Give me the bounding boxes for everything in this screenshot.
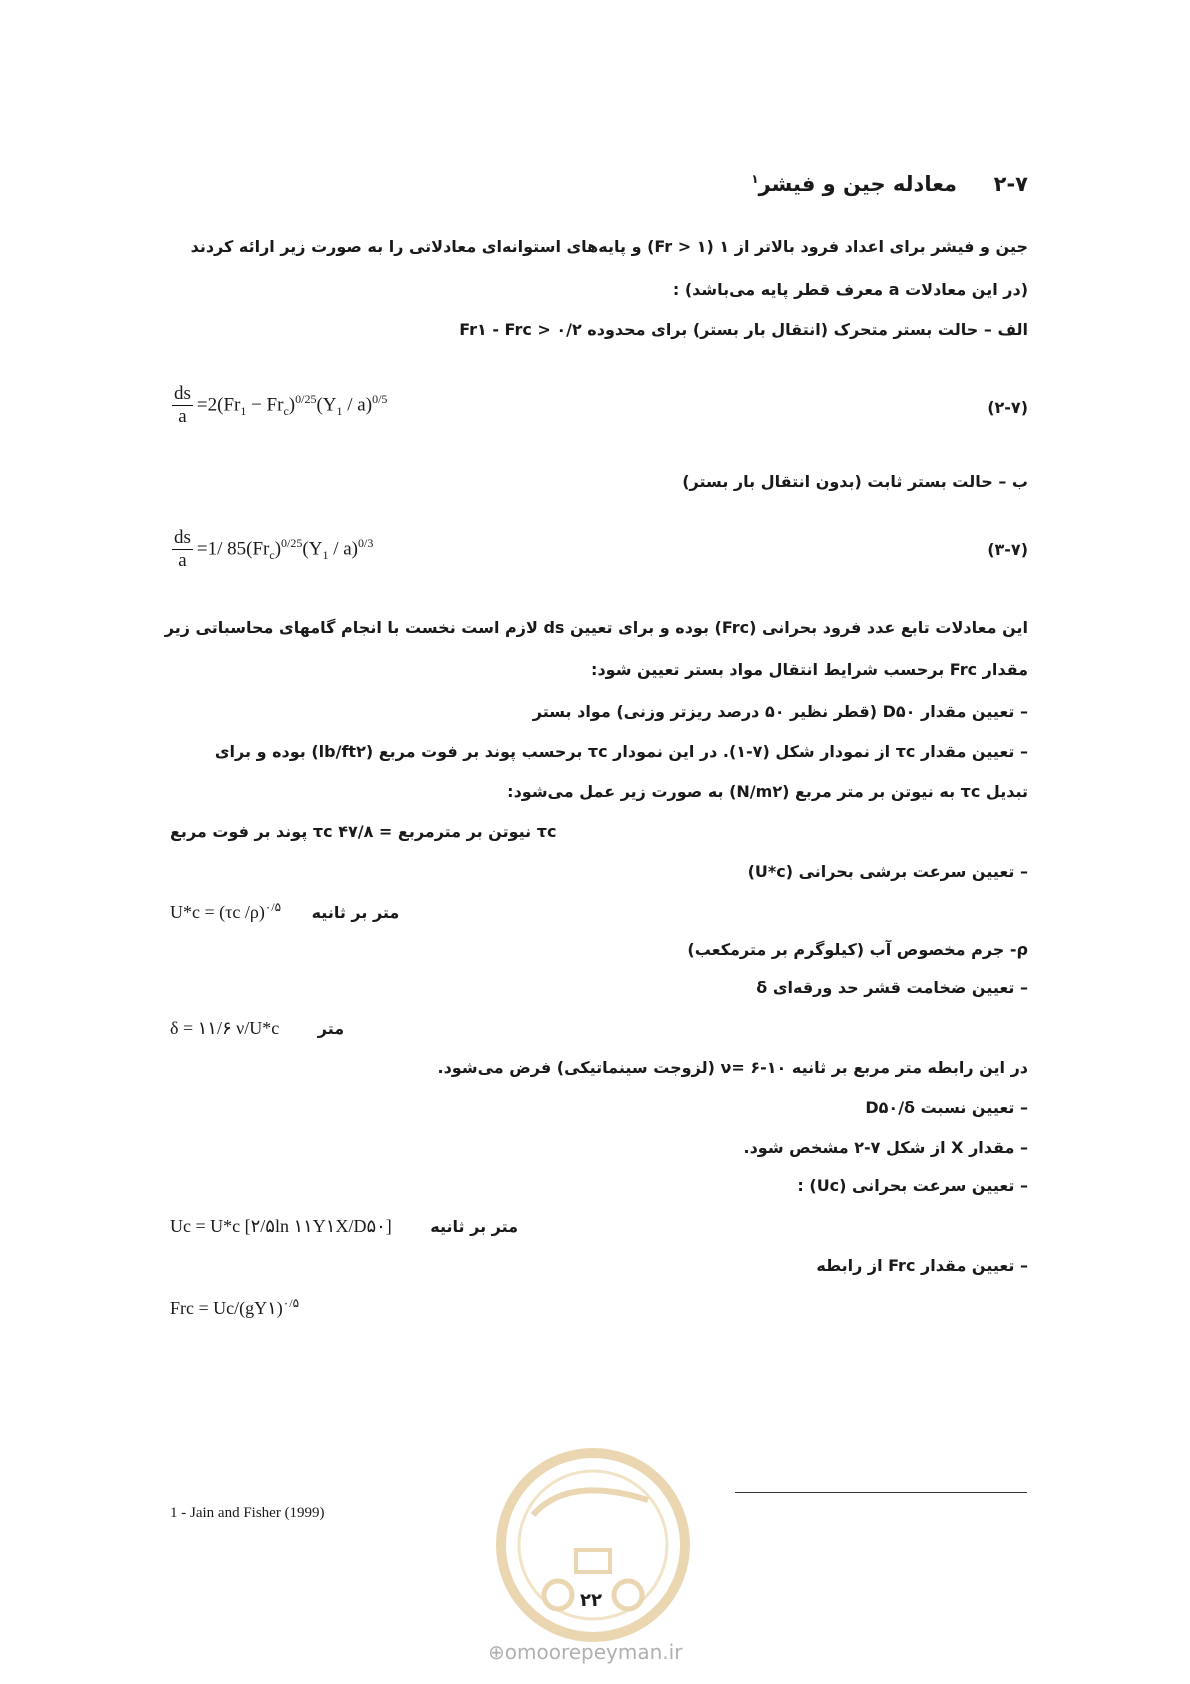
- footnote-rule: [735, 1492, 1027, 1493]
- eq2-fraction: [172, 527, 193, 572]
- eq2-rhs: =1/ $85(Fr_c)^{0/25}(Y_1 / a)^{0/3}$: [196, 535, 374, 563]
- para2-line1: این معادلات تابع عدد فرود بحرانی (Frc) بوده و برای تعیین ds لازم است نخست با انجام گامهای محاسباتی زیر: [164, 618, 1028, 637]
- equation-2-7: [172, 383, 387, 428]
- section-heading: [751, 172, 1028, 196]
- step-d50: – تعیین مقدار D۵۰ (قطر نظیر ۵۰ درصد ریزتر وزنی) مواد بستر: [532, 702, 1028, 721]
- eq1-fraction: [172, 383, 193, 428]
- step-ratio: – تعیین نسبت D۵۰/δ: [865, 1098, 1028, 1117]
- step-tau-line1: – تعیین مقدار τc از نمودار شکل (۷-۱). در این نمودار τc برحسب پوند بر فوت مربع (lb/ft۲) بوده و برای: [214, 742, 1028, 761]
- step-frc: – تعیین مقدار Frc از رابطه: [816, 1256, 1028, 1275]
- frc-exponent: ۰/۵: [282, 1296, 300, 1310]
- eq1-denominator: a: [178, 406, 187, 427]
- eq2-numerator: ds: [174, 527, 191, 548]
- ustar-exponent: ۰/۵: [264, 900, 282, 914]
- case-a-line: الف – حالت بستر متحرک (انتقال بار بستر) برای محدوده Fr۱ - Frc > ۰/۲: [459, 320, 1028, 339]
- globe-icon: ⊕: [488, 1640, 505, 1664]
- frc-expression: Frc = Uc/(gY۱): [170, 1298, 283, 1318]
- equation-3-7: [172, 527, 373, 572]
- ustar-unit: متر بر ثانیه: [311, 903, 400, 922]
- para1-line2: (در این معادلات a معرف قطر پایه می‌باشد) :: [672, 280, 1028, 299]
- section-title: معادله جین و فیشر: [758, 172, 958, 196]
- ustar-expression: U*c = (τc /ρ): [170, 902, 265, 922]
- step-delta: – تعیین ضخامت قشر حد ورقه‌ای δ: [756, 978, 1028, 997]
- para2-line2: مقدار Frc برحسب شرایط انتقال مواد بستر تعیین شود:: [591, 660, 1028, 679]
- step-uc: – تعیین سرعت بحرانی (Uc) :: [797, 1176, 1028, 1195]
- rho-definition: ρ- جرم مخصوص آب (کیلوگرم بر مترمکعب): [687, 940, 1028, 959]
- uc-unit: متر بر ثانیه: [430, 1217, 519, 1236]
- step-x: – مقدار X از شکل ۷-۲ مشخص شود.: [743, 1138, 1028, 1157]
- frc-formula: [170, 1296, 299, 1319]
- page-number: ۲۲: [580, 1590, 602, 1611]
- tau-conversion: τc نیوتن بر مترمربع = ۴۷/۸ τc پوند بر فوت مربع: [170, 822, 557, 841]
- eq1-rhs: $=2(Fr_1 - Fr_c)^{0/25}(Y_1 / a)^{0/5}$: [196, 391, 388, 419]
- delta-expression: δ = ۱۱/۶ ν/U*c: [170, 1018, 280, 1038]
- para1-line1: جین و فیشر برای اعداد فرود بالاتر از ۱ (Fr > ۱) و پایه‌های استوانه‌ای معادلاتی را به صورت زیر ارائه کردند: [190, 237, 1028, 256]
- footnote: 1 - Jain and Fisher (1999): [170, 1505, 325, 1521]
- delta-formula: [170, 1018, 344, 1039]
- eq2-label: (۳-۷): [987, 540, 1028, 559]
- section-number: ۲-۷: [993, 172, 1028, 196]
- ustar-formula: [170, 900, 399, 923]
- footnote-mark: ۱: [751, 172, 759, 186]
- watermark-logo: [488, 1445, 698, 1645]
- watermark-site-text: omoorepeyman.ir: [504, 1640, 683, 1664]
- delta-unit: متر: [317, 1019, 345, 1038]
- eq1-label: (۲-۷): [987, 398, 1028, 417]
- case-b-line: ب – حالت بستر ثابت (بدون انتقال بار بستر): [682, 472, 1028, 491]
- uc-expression: Uc = U*c [۲/۵ln ۱۱Y۱X/D۵۰]: [170, 1216, 392, 1236]
- eq2-denominator: a: [178, 550, 187, 571]
- step-tau-line2: تبدیل τc به نیوتن بر متر مربع (N/m۲) به صورت زیر عمل می‌شود:: [507, 782, 1028, 801]
- nu-statement: در این رابطه متر مربع بر ثانیه ۱۰-۶ =ν (لزوجت سینماتیکی) فرض می‌شود.: [437, 1058, 1028, 1077]
- uc-formula: [170, 1216, 518, 1237]
- watermark-site: [488, 1640, 682, 1664]
- step-ustar: – تعیین سرعت برشی بحرانی (U*c): [747, 862, 1028, 881]
- eq1-numerator: ds: [174, 383, 191, 404]
